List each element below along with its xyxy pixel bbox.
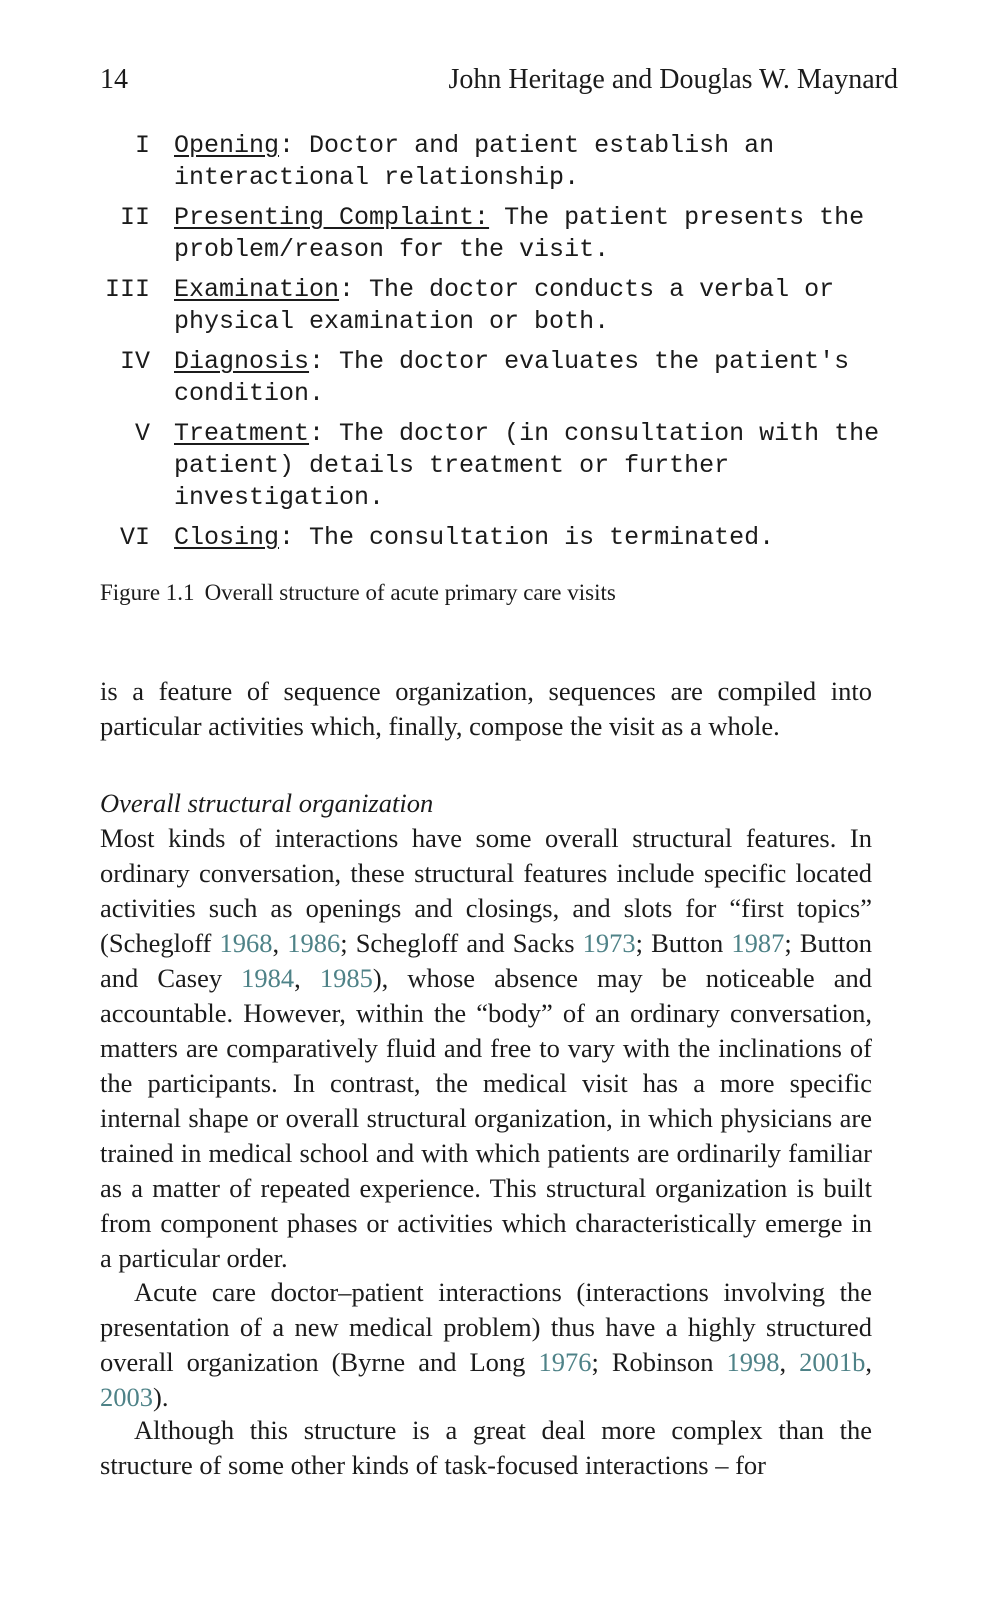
phase-item [100,418,920,514]
paragraph-text: ). [153,1382,169,1412]
paragraph-text: ; Robinson [591,1347,727,1377]
figure-label: Figure 1.1 [100,580,195,605]
paragraph-text: ; Schegloff and Sacks [340,928,583,958]
phase-title: Diagnosis [174,347,310,376]
paragraph-text: , [272,928,288,958]
phase-description: Doctor and patient establish an interactional relationship. [174,131,775,192]
phase-description: The patient presents the problem/reason for the visit. [174,203,865,264]
page-number: 14 [100,64,128,95]
citation-link[interactable]: 1976 [538,1347,592,1377]
paragraph [100,1275,872,1415]
phase-item [100,130,920,194]
paragraph-text: ; Button and Casey [100,928,873,993]
phase-numeral: VI [119,523,150,552]
paragraph-text: , [779,1347,800,1377]
page-header [100,60,898,100]
phase-numeral: II [119,203,150,232]
phase-separator [489,203,504,232]
citation-link[interactable]: 2003 [100,1382,153,1412]
paragraph-text: Acute care doctor–patient interactions (interactions involving the presentation of a new medical problem) thus have a highly structured overall organization (Byrne and Long [100,1277,872,1377]
paragraph: Although this structure is a great deal more complex than the structure of some other kinds of task-focused interactions – for [100,1415,872,1480]
paragraph-text: , [294,963,320,993]
figure-caption [100,578,616,608]
citation-link[interactable]: 1984 [241,963,295,993]
running-head: John Heritage and Douglas W. Maynard [448,64,898,95]
paragraph [100,821,872,1276]
paragraph-text: ; Button [635,928,732,958]
phase-list [100,130,920,562]
phase-separator: : [309,419,340,448]
paragraph: is a feature of sequence organization, sequences are compiled into particular activities which, finally, compose the visit as a whole. [100,676,872,741]
phase-description: The consultation is terminated. [309,523,775,552]
phase-numeral: V [134,419,150,448]
phase-item [100,522,920,554]
citation-link[interactable]: 1986 [287,928,341,958]
phase-description: The doctor (in consultation with the patient) details treatment or further investigation. [174,419,880,512]
phase-item [100,202,920,266]
phase-separator: : [279,523,310,552]
phase-separator: : [279,131,310,160]
phase-title: Treatment [174,419,310,448]
phase-title: Closing [174,523,280,552]
citation-link[interactable]: 2001b [799,1347,866,1377]
phase-separator: : [339,275,370,304]
phase-separator: : [309,347,340,376]
phase-description: The doctor conducts a verbal or physical examination or both. [174,275,835,336]
phase-description: The doctor evaluates the patient's condition. [174,347,850,408]
phase-numeral: IV [119,347,150,376]
phase-numeral: III [104,275,150,304]
paragraph-text: , [865,1347,872,1377]
phase-numeral: I [134,131,150,160]
citation-link[interactable]: 1973 [582,928,636,958]
section-heading: Overall structural organization [100,788,434,818]
paragraph-text: ), whose absence may be noticeable and accountable. However, within the “body” of an ordinary conversation, matters are comparatively fluid and free to vary with the inclinations of the participants. In contrast, the medical visit has a more specific internal shape or overall structural organization, in which physicians are trained in medical school and with which patients are ordinarily familiar as a matter of repeated experience. This structural organization is built from component phases or activities which characteristically emerge in a particular order. [100,963,873,1273]
figure-caption-text: Overall structure of acute primary care visits [204,580,616,605]
phase-item [100,346,920,410]
phase-title: Opening [174,131,280,160]
phase-item [100,274,920,338]
citation-link[interactable]: 1985 [319,963,373,993]
phase-title: Presenting Complaint: [174,203,490,232]
citation-link[interactable]: 1968 [219,928,273,958]
phase-title: Examination [174,275,340,304]
paragraph-text: Most kinds of interactions have some overall structural features. In ordinary conversation, these structural features include specific located activities such as openings and closings, and slots for “first topics” (Schegloff [100,823,872,958]
citation-link[interactable]: 1998 [726,1347,780,1377]
citation-link[interactable]: 1987 [731,928,785,958]
